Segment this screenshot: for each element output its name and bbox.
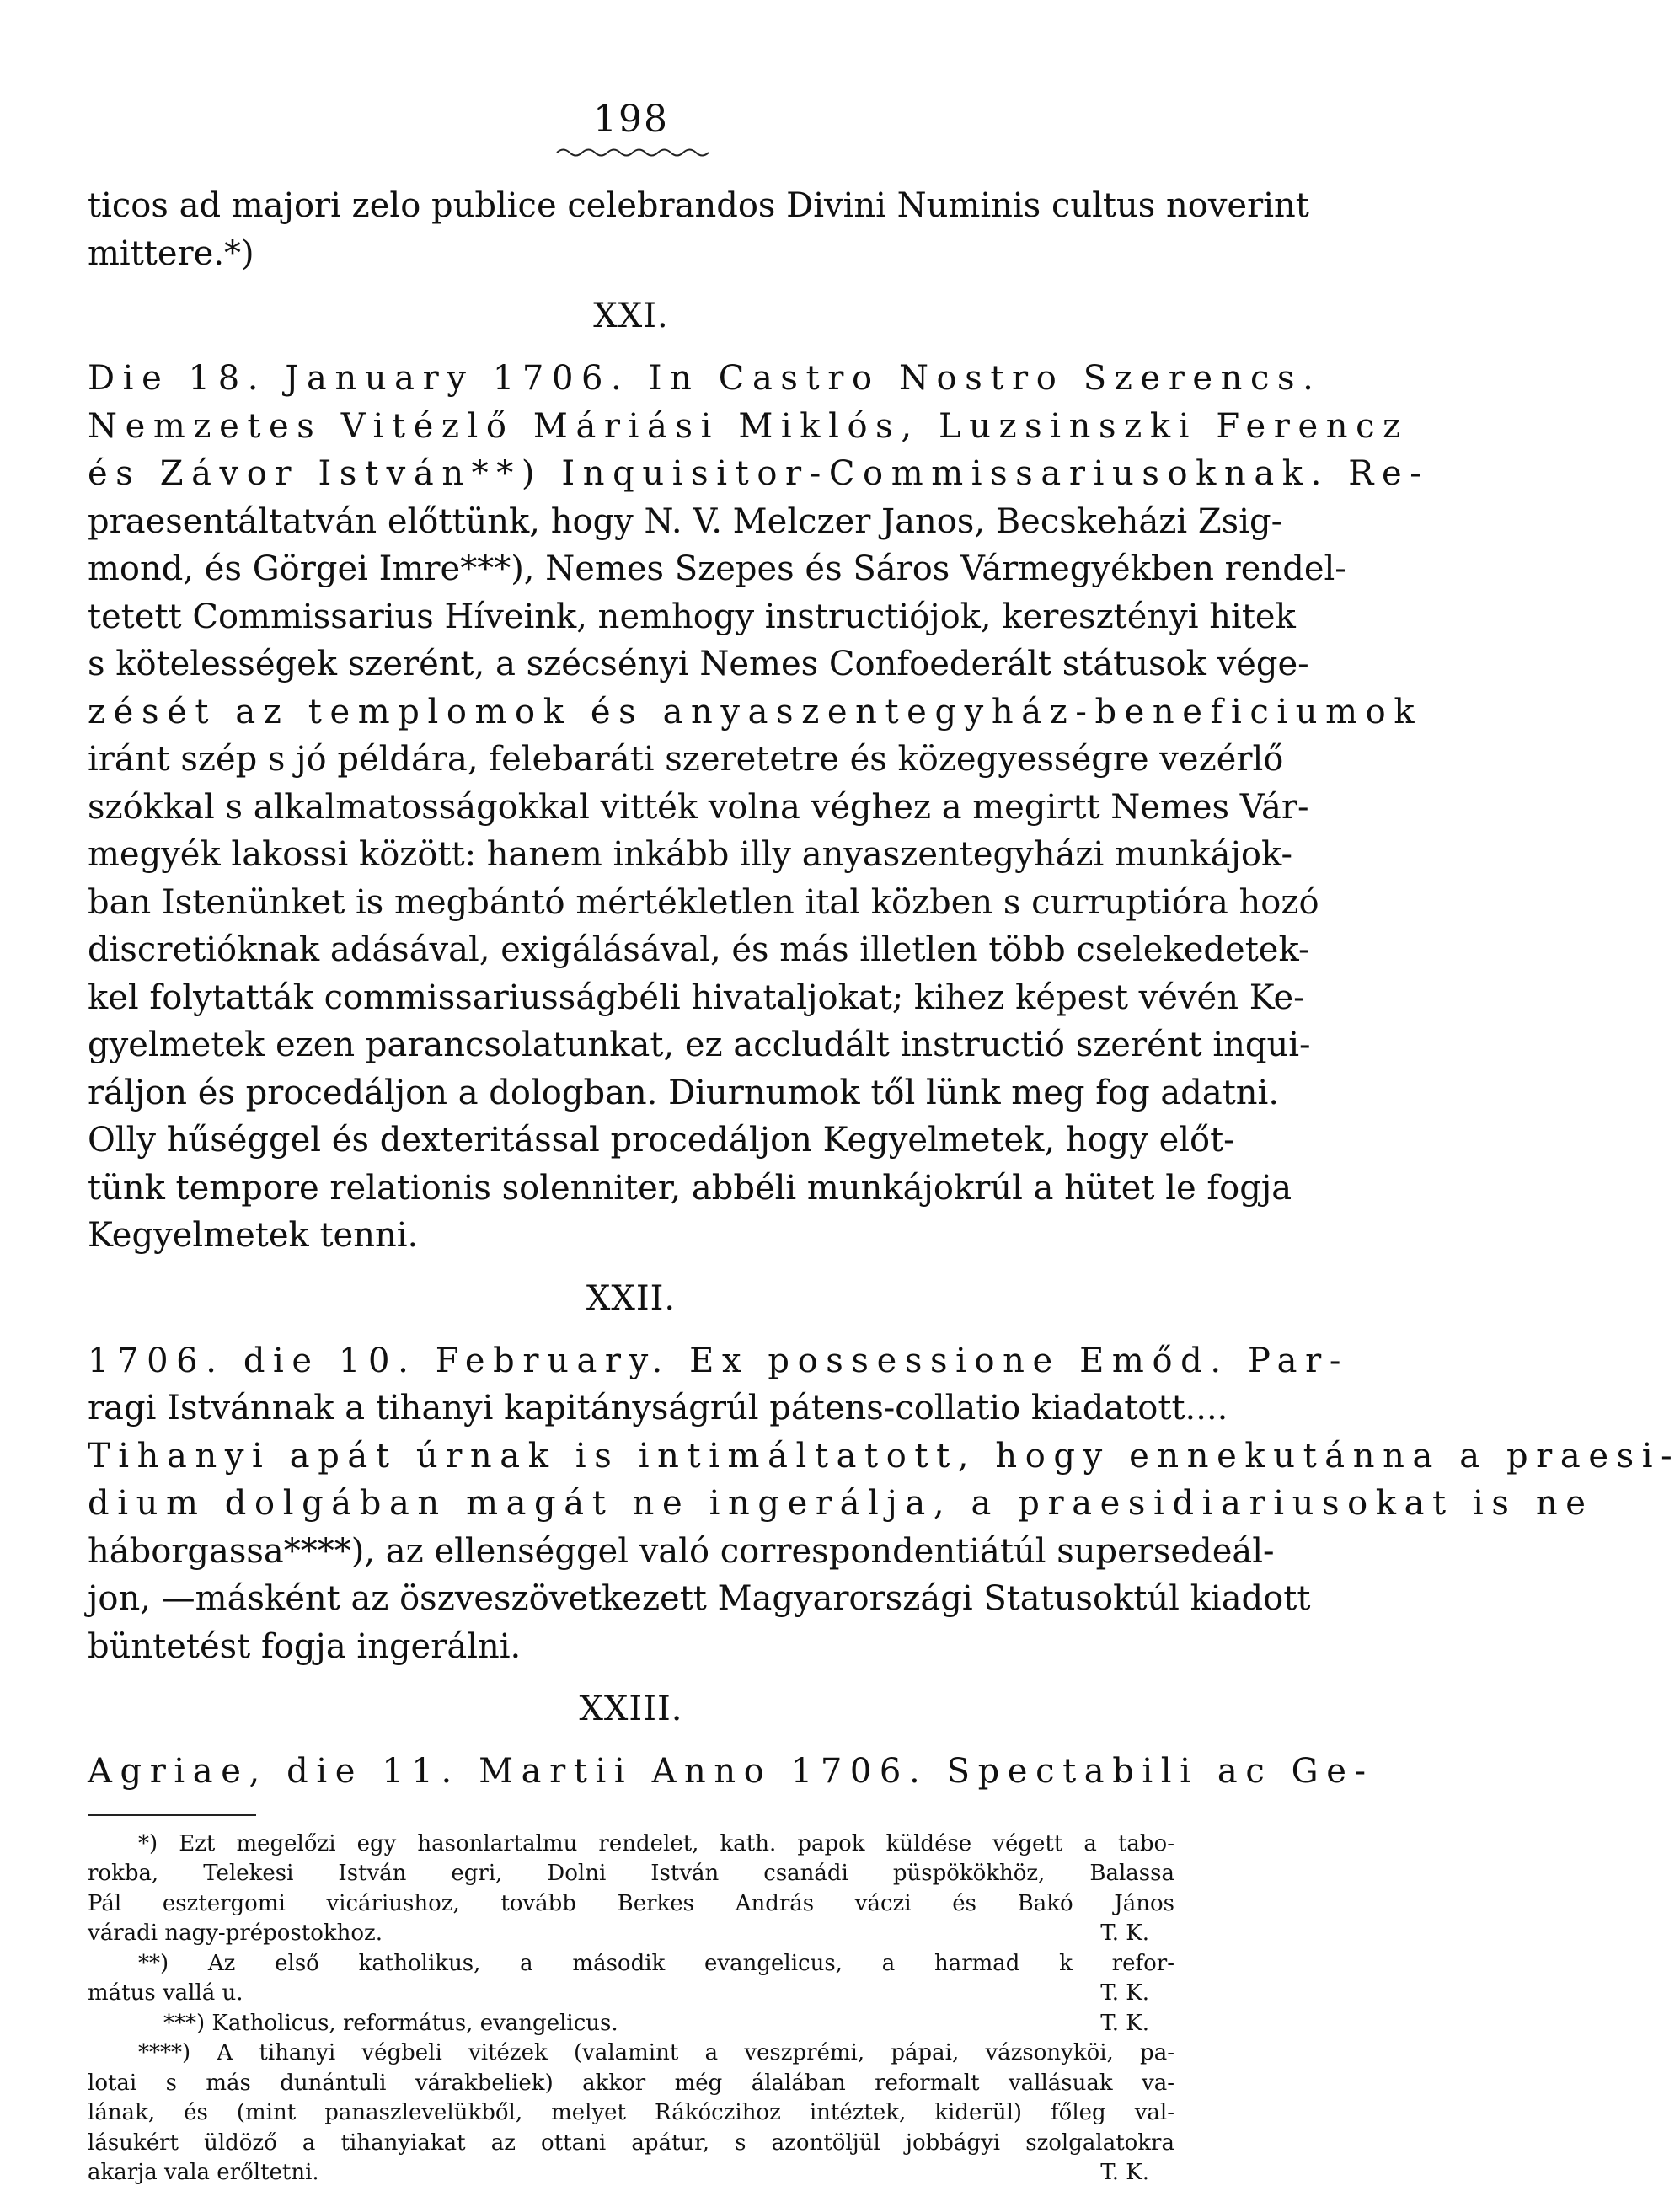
body-line: praesentáltatván előttünk, hogy N. V. Melczer Janos, Becskeházi Zsig- <box>88 501 1283 541</box>
footnote-line: lásukért üldöző a tihanyiakat az ottani apátur, s azontöljül jobbágyi szolgalatokra <box>88 2129 1174 2156</box>
section-heading-xxiii: XXIII. <box>579 1690 683 1728</box>
section-heading-xxi: XXI. <box>593 297 669 335</box>
section-heading-xxii: XXII. <box>586 1278 677 1318</box>
body-line: 1706. die 10. February. Ex possessione Emőd. Par- <box>88 1341 1349 1380</box>
section-xxiii-text <box>88 1748 1374 1796</box>
footnote-signature: T. K. <box>1100 2160 1149 2185</box>
footnote-divider <box>88 1814 256 1816</box>
footnote-signature: T. K. <box>1100 1980 1149 2006</box>
body-line: s kötelességek szerént, a szécsényi Nemes Confoederált státusok vége- <box>88 645 1309 683</box>
body-line: tünk tempore relationis solenniter, abbéli munkájokrúl a hütet le fogja <box>88 1168 1292 1208</box>
footnote-line: **) Az első katholikus, a második evangelicus, a harmad k refor- <box>138 1950 1174 1976</box>
body-line: ráljon és procedáljon a dologban. Diurnumok től lünk meg fog adatni. <box>88 1073 1280 1112</box>
section-xxii-text <box>88 1337 1680 1671</box>
footnote-text: mátus vallá u. <box>88 1980 243 2006</box>
body-line: zését az templomok és anyaszentegyház-beneficiumok <box>88 692 1423 731</box>
body-line: Die 18. January 1706. In Castro Nostro Szerencs. <box>88 359 1322 398</box>
body-line: szókkal s alkalmatosságokkal vitték volna véghez a megirtt Nemes Vár- <box>88 787 1309 827</box>
footnote-3 <box>88 2009 1174 2039</box>
footnote-line: ****) A tihanyi végbeli vitézek (valamint a veszprémi, pápai, vázsonyköi, pa- <box>138 2040 1174 2065</box>
footnote-2 <box>88 1949 1174 2009</box>
footnote-line <box>88 2158 1174 2188</box>
body-line: háborgassa****), az ellenséggel való correspondentiátúl supersedeál- <box>88 1531 1275 1571</box>
footnote-signature: T. K. <box>1100 2010 1149 2036</box>
footnote-line: lotai s más dunántuli várakbeliek) akkor még álalában reformalt vallásuak va- <box>88 2070 1174 2096</box>
footnote-line: Pál esztergomi vicáriushoz, tovább Berkes András váczi és Bakó János <box>88 1890 1174 1916</box>
footnotes <box>88 1829 1174 2188</box>
body-line: jon, —másként az öszveszövetkezett Magyarországi Statusoktúl kiadott <box>88 1579 1311 1618</box>
body-line: gyelmetek ezen parancsolatunkat, ez accludált instructió szerént inqui- <box>88 1026 1311 1064</box>
body-line: iránt szép s jó példára, felebaráti szeretetre és közegyességre vezérlő <box>88 740 1284 779</box>
footnote-line: lának, és (mint panaszlevelükből, melyet Rákóczihoz intéztek, kiderül) főleg val- <box>88 2100 1174 2125</box>
body-line: ragi Istvánnak a tihanyi kapitányságrúl pátens-collatio kiadatott.... <box>88 1389 1228 1428</box>
body-line: Olly hűséggel és dexteritással procedáljon Kegyelmetek, hogy előt- <box>88 1121 1235 1160</box>
body-line: Tihanyi apát úrnak is intimáltatott, hogy ennekutánna a praesi- <box>88 1436 1680 1476</box>
footnote-text: akarja vala erőltetni. <box>88 2160 319 2185</box>
body-line: ban Istenünket is megbántó mértékletlen ital közben s curruptióra hozó <box>88 882 1319 922</box>
body-line: discretióknak adásával, exigálásával, és más illetlen több cselekedetek- <box>88 930 1310 969</box>
body-line: kel folytatták commissariusságbéli hivataljokat; kihez képest vévén Ke- <box>88 978 1305 1017</box>
page-number: 198 <box>593 98 669 141</box>
book-page <box>88 98 1680 2188</box>
body-paragraph-top <box>88 182 1309 277</box>
footnote-text: ***) Katholicus, református, evangelicus. <box>163 2010 618 2036</box>
body-line: mittere.*) <box>88 233 254 273</box>
body-line: megyék lakossi között: hanem inkább illy anyaszentegyházi munkájok- <box>88 835 1293 874</box>
body-line: büntetést fogja ingerálni. <box>88 1626 522 1666</box>
footnote-text: váradi nagy-prépostokhoz. <box>88 1920 383 1946</box>
footnote-line <box>88 2009 1174 2039</box>
body-line: és Závor István**) Inquisitor-Commissariusoknak. Re- <box>88 454 1430 493</box>
footnote-4 <box>88 2038 1174 2188</box>
wavy-ornament-icon <box>555 147 707 158</box>
body-line: dium dolgában magát ne ingerálja, a praesidiariusokat is ne <box>88 1484 1594 1523</box>
body-line: Nemzetes Vitézlő Máriási Miklós, Luzsinszki Ferencz <box>88 406 1409 446</box>
footnote-line: *) Ezt megelőzi egy hasonlartalmu rendelet, kath. papok küldése végett a tabo- <box>138 1830 1174 1856</box>
footnote-line: rokba, Telekesi István egri, Dolni István csanádi püspökökhöz, Balassa <box>88 1861 1174 1886</box>
footnote-1 <box>88 1829 1174 1949</box>
body-line: mond, és Görgei Imre***), Nemes Szepes és Sáros Vármegyékben rendel- <box>88 549 1346 588</box>
body-line: Agriae, die 11. Martii Anno 1706. Spectabili ac Ge- <box>88 1752 1374 1791</box>
footnote-line <box>88 1979 1174 2009</box>
section-xxi-text <box>88 355 1430 1260</box>
footnote-signature: T. K. <box>1100 1920 1149 1946</box>
body-line: tetett Commissarius Híveink, nemhogy instructiójok, keresztényi hitek <box>88 597 1296 636</box>
body-line: ticos ad majori zelo publice celebrandos Divini Numinis cultus noverint <box>88 186 1309 225</box>
footnote-line <box>88 1919 1174 1949</box>
body-line: Kegyelmetek tenni. <box>88 1216 419 1255</box>
